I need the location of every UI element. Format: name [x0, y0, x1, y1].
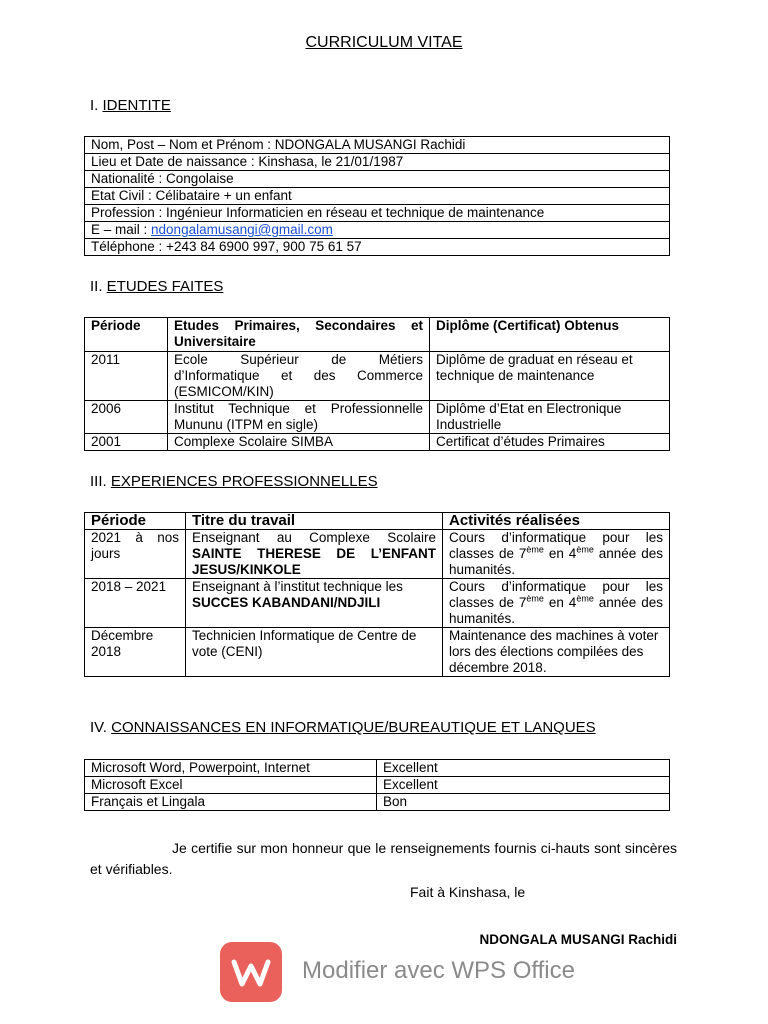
section-number: I. — [90, 97, 103, 114]
table-cell: 2011 — [85, 352, 168, 401]
superscript: ème — [576, 593, 594, 604]
table-cell: Bon — [377, 794, 670, 811]
table-header-row — [85, 318, 670, 352]
table-cell: Microsoft Word, Powerpoint, Internet — [85, 760, 377, 777]
column-header: Période — [85, 318, 168, 352]
table-row — [85, 628, 670, 677]
identity-birth: Lieu et Date de naissance : Kinshasa, le 21/01/1987 — [85, 154, 670, 171]
table-cell: Excellent — [377, 777, 670, 794]
table-row — [85, 530, 670, 579]
identity-name: Nom, Post – Nom et Prénom : NDONGALA MUSANGI Rachidi — [85, 137, 670, 154]
place-date: Fait à Kinshasa, le — [410, 884, 526, 900]
identity-civil-status: Etat Civil : Célibataire + un enfant — [85, 188, 670, 205]
employer-name: SUCCES KABANDANI/NDJILI — [192, 595, 381, 610]
table-row — [85, 794, 670, 811]
table-row — [85, 154, 670, 171]
table-cell — [186, 530, 443, 579]
experience-table — [84, 512, 670, 677]
section-title: IDENTITE — [102, 97, 171, 114]
job-title: Enseignant au Complexe Scolaire — [192, 530, 436, 545]
certification-paragraph: Je certifie sur mon honneur que le renseignements fournis ci-hauts sont sincères et vérifiables. — [90, 840, 677, 877]
table-cell: Certificat d’études Primaires — [430, 434, 670, 451]
section-number: IV. — [90, 719, 112, 736]
activity-text: année des humanités. — [449, 546, 663, 577]
table-cell: Institut Technique et Professionnelle Mununu (ITPM en sigle) — [168, 401, 430, 434]
identity-nationality: Nationalité : Congolaise — [85, 171, 670, 188]
section-number: II. — [90, 278, 107, 295]
superscript: ème — [526, 544, 544, 555]
column-header: Etudes Primaires, Secondaires et Universitaire — [168, 318, 430, 352]
email-link[interactable]: ndongalamusangi@gmail.com — [151, 222, 333, 237]
superscript: ème — [526, 593, 544, 604]
table-cell: 2006 — [85, 401, 168, 434]
table-cell — [186, 579, 443, 628]
table-row — [85, 171, 670, 188]
wps-logo-icon — [220, 942, 282, 1002]
table-cell: 2001 — [85, 434, 168, 451]
section-title: EXPERIENCES PROFESSIONNELLES — [110, 473, 378, 490]
table-cell: Français et Lingala — [85, 794, 377, 811]
job-title: Enseignant à l’institut technique les — [192, 579, 403, 594]
section-number: III. — [90, 473, 111, 490]
section-title: ETUDES FAITES — [106, 278, 224, 295]
superscript: ème — [576, 544, 594, 555]
section-studies-heading — [90, 278, 223, 295]
column-header: Diplôme (Certificat) Obtenus — [430, 318, 670, 352]
table-cell: Microsoft Excel — [85, 777, 377, 794]
employer-name: SAINTE THERESE DE L’ENFANT JESUS/KINKOLE — [192, 546, 436, 577]
column-header: Période — [85, 513, 186, 530]
identity-profession: Profession : Ingénieur Informaticien en réseau et technique de maintenance — [85, 205, 670, 222]
activity-text: en 4 — [543, 595, 577, 610]
table-cell: 2018 – 2021 — [85, 579, 186, 628]
table-row — [85, 222, 670, 239]
section-experience-heading — [90, 473, 378, 490]
table-cell: Maintenance des machines à voter lors des élections compilées des décembre 2018. — [443, 628, 670, 677]
table-row — [85, 188, 670, 205]
identity-phone: Téléphone : +243 84 6900 997, 900 75 61 57 — [85, 239, 670, 256]
activity-text: Cours d’informatique pour les classes de 7 — [449, 579, 663, 610]
table-row — [85, 434, 670, 451]
table-row — [85, 760, 670, 777]
table-cell: Complexe Scolaire SIMBA — [168, 434, 430, 451]
document-title: CURRICULUM VITAE — [305, 34, 463, 51]
identity-table — [84, 136, 670, 256]
table-row — [85, 579, 670, 628]
studies-table — [84, 317, 670, 451]
skills-table — [84, 759, 670, 811]
table-row — [85, 352, 670, 401]
table-cell: Excellent — [377, 760, 670, 777]
activity-text: année des humanités. — [449, 595, 663, 626]
signature-name: NDONGALA MUSANGI Rachidi — [479, 932, 677, 947]
section-identity-heading — [90, 97, 171, 114]
table-header-row — [85, 513, 670, 530]
table-cell — [443, 530, 670, 579]
section-skills-heading — [90, 719, 596, 736]
table-row — [85, 401, 670, 434]
column-header: Activités réalisées — [443, 513, 670, 530]
table-row — [85, 239, 670, 256]
table-cell: Décembre 2018 — [85, 628, 186, 677]
email-label: E – mail : — [91, 222, 152, 237]
section-title: CONNAISSANCES EN INFORMATIQUE/BUREAUTIQUE ET LANQUES — [111, 719, 596, 736]
activity-text: Cours d’informatique pour les classes de 7 — [449, 530, 663, 561]
column-header: Titre du travail — [186, 513, 443, 530]
table-row — [85, 777, 670, 794]
table-cell: Ecole Supérieur de Métiers d’Informatique et des Commerce (ESMICOM/KIN) — [168, 352, 430, 401]
identity-email-cell — [85, 222, 670, 239]
table-cell: Technicien Informatique de Centre de vote (CENI) — [186, 628, 443, 677]
table-cell: Diplôme d’Etat en Electronique Industrielle — [430, 401, 670, 434]
table-cell: Diplôme de graduat en réseau et technique de maintenance — [430, 352, 670, 401]
table-row — [85, 205, 670, 222]
table-cell: 2021 à nos jours — [85, 530, 186, 579]
watermark-text: Modifier avec WPS Office — [302, 957, 575, 984]
activity-text: en 4 — [543, 546, 577, 561]
table-row — [85, 137, 670, 154]
table-cell — [443, 579, 670, 628]
